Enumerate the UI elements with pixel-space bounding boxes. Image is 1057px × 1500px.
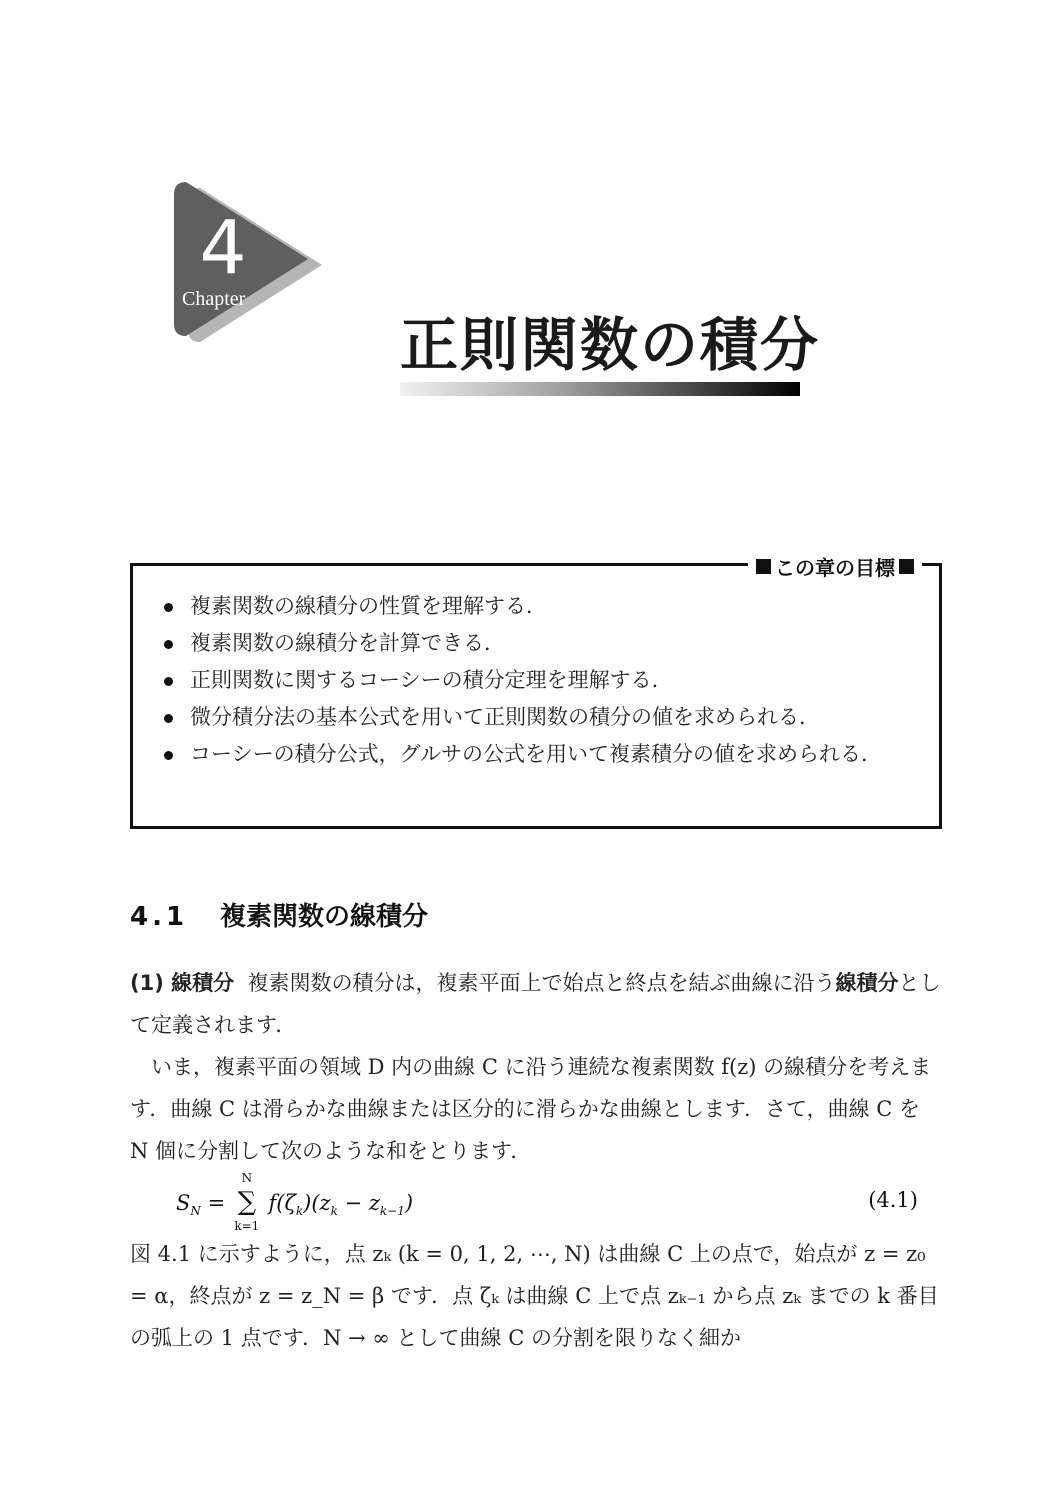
title-underline [400, 382, 800, 396]
square-bullet-icon [756, 559, 771, 574]
equation-expression: $S_N$ = N ∑ k=1 $f(\zeta_k)(z_k - z_{k-1})$ [176, 1171, 414, 1233]
goal-item: 正則関数に関するコーシーの積分定理を理解する． [160, 662, 930, 699]
paragraph-setup [130, 1046, 942, 1172]
goal-item: 微分積分法の基本公式を用いて正則関数の積分の値を求められる． [160, 699, 930, 736]
chapter-word: Chapter [182, 288, 246, 310]
square-bullet-icon [899, 559, 914, 574]
equation-4-1 [130, 1171, 942, 1233]
goal-item: コーシーの積分公式，グルサの公式を用いて複素積分の値を求められる． [160, 736, 930, 773]
section-heading [130, 896, 428, 933]
paragraph-figure-explanation [130, 1233, 942, 1359]
goals-label [748, 551, 922, 581]
paragraph-heading: (1) 線積分 [130, 971, 235, 995]
section-number: 4.1 [130, 902, 189, 932]
equation-number: (4.1) [868, 1188, 918, 1212]
paragraph-text: 図 4.1 に示すように，点 zₖ (k = 0, 1, 2, ⋯, N) は曲線 C 上の点で，始点が z = z₀ = α，終点が z = z_N = β です．点 ζₖ は曲線 C 上で点 zₖ₋₁ から点 zₖ までの k 番目の弧上の 1 点です．N → ∞ として曲線 C の分割を限りなく細か [130, 1242, 939, 1350]
goal-item: 複素関数の線積分を計算できる． [160, 625, 930, 662]
goals-list [160, 588, 930, 773]
paragraph-line-integral [130, 962, 942, 1046]
goal-item: 複素関数の線積分の性質を理解する． [160, 588, 930, 625]
paragraph-text: いま，複素平面の領域 D 内の曲線 C に沿う連続な複素関数 f(z) の線積分を考えます．曲線 C は滑らかな曲線または区分的に滑らかな曲線とします．さて，曲線 C を N 個に分割して次のような和をとります． [130, 1055, 932, 1163]
chapter-title: 正則関数の積分 [400, 311, 821, 379]
term-line-integral: 線積分 [835, 971, 899, 995]
chapter-number: 4 [199, 205, 247, 291]
section-title: 複素関数の線積分 [220, 902, 429, 932]
paragraph-text: 複素関数の積分は，複素平面上で始点と終点を結ぶ曲線に沿う [247, 971, 836, 995]
paragraph-text-tail: として定義されます． [130, 971, 941, 1037]
goals-label-text: この章の目標 [775, 555, 895, 580]
summation-sign: N ∑ k=1 [234, 1171, 260, 1233]
